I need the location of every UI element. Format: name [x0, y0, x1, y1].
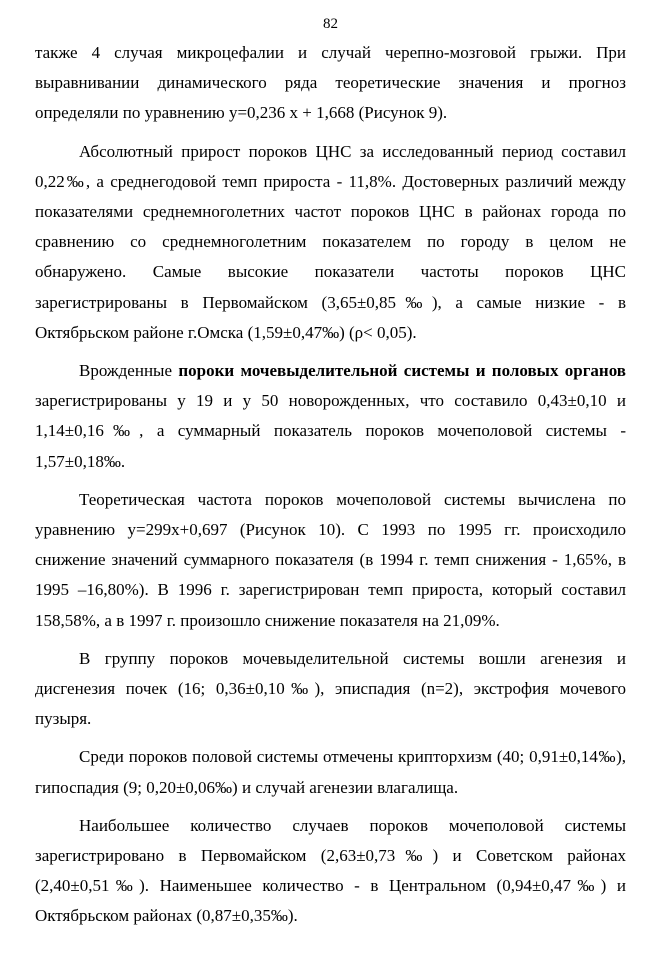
paragraph-theoretical-frequency: Теоретическая частота пороков мочеполовой системы вычислена по уравнению y=299x+0,697 (Рисунок 10). С 1993 по 1995 гг. происходило снижение значений суммарного показателя (в 1994 г. темп снижения - 1,65%, в 1995 –16,80%). В 1996 г. зарегистрирован темп прироста, который составил 158,58%, а в 1997 г. произошло снижение показателя на 21,09%.: [35, 489, 626, 630]
paragraph-district-counts: Наибольшее количество случаев пороков мочеполовой системы зарегистрировано в Первомайском (2,63±0,73‰) и Советском районах (2,40±0,51‰). Наименьшее количество - в Центральном (0,94±0,47‰) и Октябрьском районах (0,87±0,35‰).: [35, 815, 626, 926]
bold-term-urogenital: пороки мочевыделительной системы и половых органов: [178, 361, 626, 381]
page-number: 82: [323, 16, 338, 32]
paragraph-urogenital-defects: [35, 356, 626, 477]
paragraph-microcephaly-continuation: также 4 случая микроцефалии и случай черепно-мозговой грыжи. При выравнивании динамического ряда теоретические значения и прогноз определяли по уравнению y=0,236 x + 1,668 (Рисунок 9).: [35, 43, 626, 123]
paragraph-cns-absolute-growth: Абсолютный прирост пороков ЦНС за исследованный период составил 0,22‰, а среднегодовой темп прироста - 11,8%. Достоверных различий между показателями среднемноголетних частот пороков ЦНС в районах города по сравнению со среднемноголетним показателем по городу в целом не обнаружено. Самые высокие показатели частоты пороков ЦНС зарегистрированы в Первомайском (3,65±0,85‰), а самые низкие - в Октябрьском районе г.Омска (1,59±0,47‰) (ρ< 0,05).: [35, 141, 626, 342]
paragraph-urinary-group: В группу пороков мочевыделительной системы вошли агенезия и дисгенезия почек (16; 0,36±0,10‰), эписпадия (n=2), экстрофия мочевого пузыря.: [35, 648, 626, 729]
paragraph-text-after-bold: зарегистрированы у 19 и у 50 новорожденных, что составило 0,43±0,10 и 1,14±0,16‰, а суммарный показатель пороков мочеполовой системы - 1,57±0,18‰.: [35, 391, 626, 471]
paragraph-text-before-bold: Врожденные: [79, 361, 179, 381]
paragraph-genital-defects: Среди пороков половой системы отмечены крипторхизм (40; 0,91±0,14‰), гипоспадия (9; 0,20±0,06‰) и случай агенезии влагалища.: [35, 747, 626, 797]
